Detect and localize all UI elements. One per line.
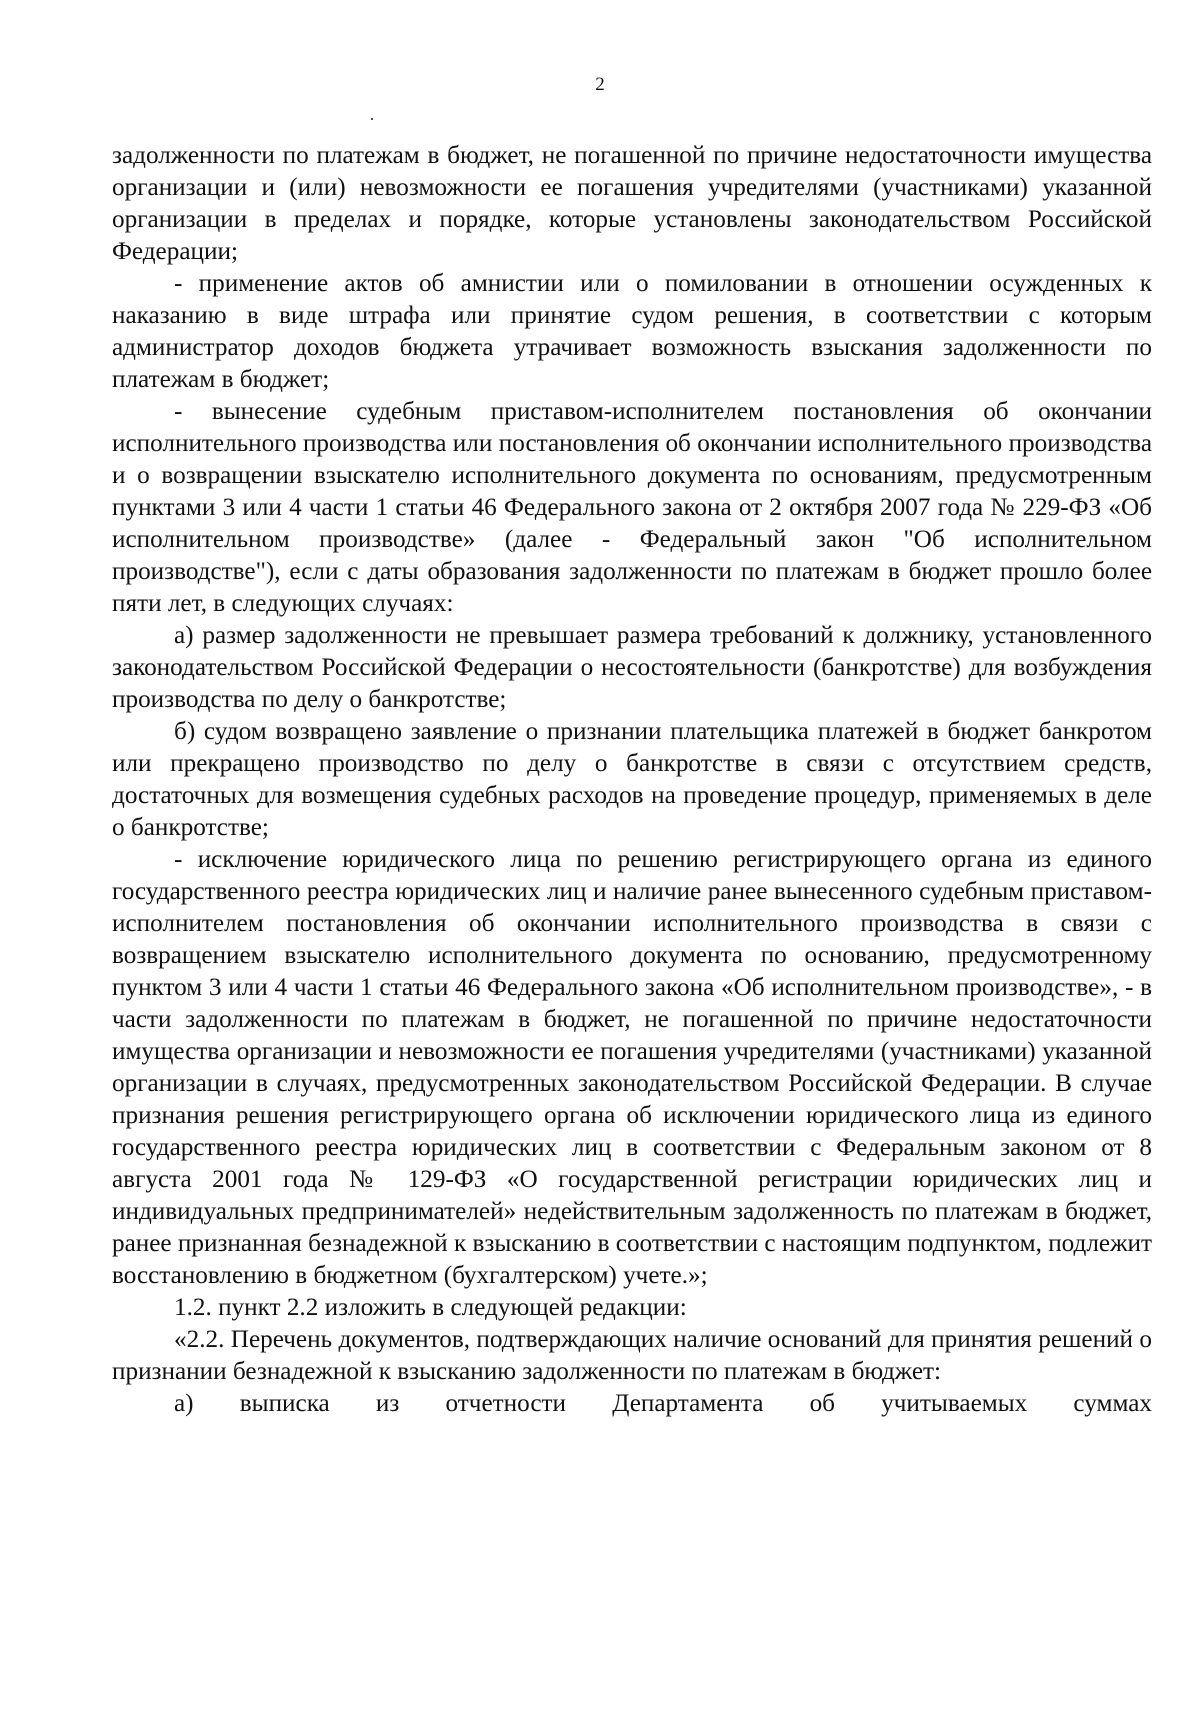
paragraph-item-2-2: «2.2. Перечень документов, подтверждающих наличие оснований для принятия решений о признании безнадежной к взысканию задолженности по платежам в бюджет: (112, 1326, 1152, 1385)
paragraph-item-1-2: 1.2. пункт 2.2 изложить в следующей редакции: (174, 1294, 687, 1321)
scan-speck (371, 118, 373, 120)
paragraph-case-a: а) размер задолженности не превышает размера требований к должнику, установленного законодательством Российской Федерации о несостоятельности (банкротстве) для возбуждения производства по делу о банкротстве; (112, 622, 1152, 713)
paragraph-bailiff-decision: - вынесение судебным приставом-исполнителем постановления об окончании исполнительного производства или постановления об окончании исполнительного производства и о возвращении взыскателю исполнительного документа по основаниям, предусмотренным пунктами 3 или 4 части 1 статьи 46 Федерального закона от 2 октября 2007 года № 229-ФЗ «Об исполнительном производстве» (далее - Федеральный закон "Об исполнительном производстве"), если с даты образования задолженности по платежам в бюджет прошло более пяти лет, в следующих случаях: (112, 398, 1152, 617)
paragraph-amnesty: - применение актов об амнистии или о помиловании в отношении осужденных к наказанию в виде штрафа или принятие судом решения, в соответствии с которым администратор доходов бюджета утрачивает возможность взыскания задолженности по платежам в бюджет; (112, 270, 1152, 393)
paragraph-legal-entity-exclusion: - исключение юридического лица по решению регистрирующего органа из единого государственного реестра юридических лиц и наличие ранее вынесенного судебным приставом-исполнителем постановления об окончании исполнительного производства в связи с возвращением взыскателю исполнительного документа по основанию, предусмотренному пунктом 3 или 4 части 1 статьи 46 Федерального закона «Об исполнительном производстве», - в части задолженности по платежам в бюджет, не погашенной по причине недостаточности имущества организации и невозможности ее погашения учредителями (участниками) указанной организации в случаях, предусмотренных законодательством Российской Федерации. В случае признания решения регистрирующего органа об исключении юридического лица из единого государственного реестра юридических лиц в соответствии с Федеральным законом от 8 августа 2001 года № 129-ФЗ «О государственной регистрации юридических лиц и индивидуальных предпринимателей» недействительным задолженность по платежам в бюджет, ранее признанная безнадежной к взысканию в соответствии с настоящим подпунктом, подлежит восстановлению в бюджетном (бухгалтерском) учете.»; (112, 846, 1152, 1289)
paragraph-item-a: а) выписка из отчетности Департамента об учитываемых суммах (174, 1390, 1152, 1417)
document-body (112, 140, 1152, 1420)
paragraph-case-b: б) судом возвращено заявление о признании плательщика платежей в бюджет банкротом или прекращено производство по делу о банкротстве в связи с отсутствием средств, достаточных для возмещения судебных расходов на проведение процедур, применяемых в деле о банкротстве; (112, 718, 1152, 841)
page-number: 2 (595, 74, 605, 95)
paragraph-continuation: задолженности по платежам в бюджет, не погашенной по причине недостаточности имущества организации и (или) невозможности ее погашения учредителями (участниками) указанной организации в пределах и порядке, которые установлены законодательством Российской Федерации; (112, 142, 1152, 265)
